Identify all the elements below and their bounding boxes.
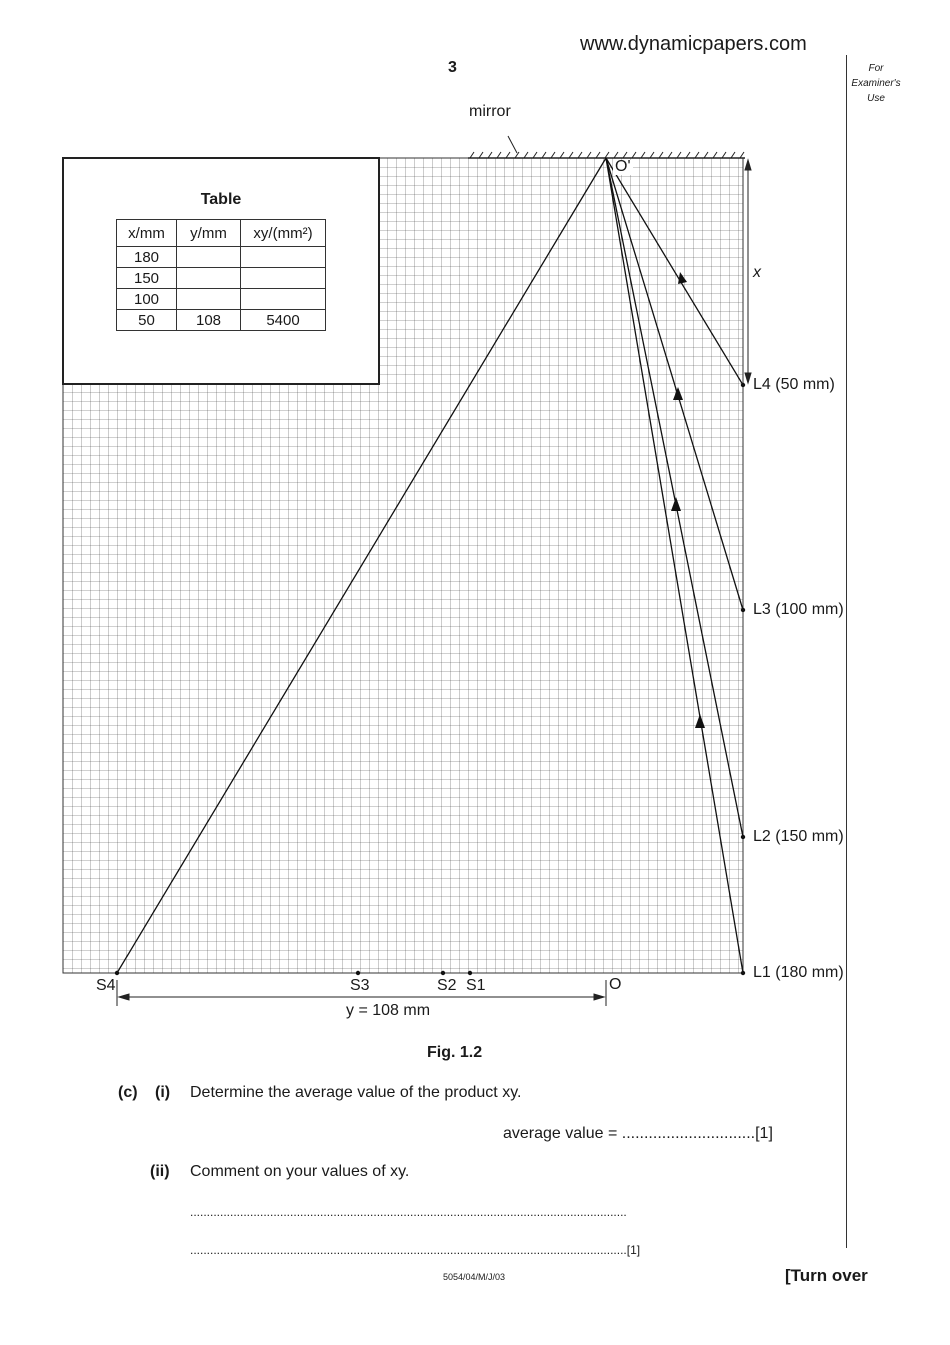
- point-s2: [441, 971, 445, 975]
- results-table-box: [62, 157, 380, 385]
- mirror-hatching: [470, 152, 744, 158]
- col-header-xy: xy/(mm²): [241, 220, 326, 247]
- website-url: www.dynamicpapers.com: [580, 33, 807, 55]
- lamp-label-l4: L4 (50 mm): [753, 376, 835, 393]
- question-i-text: Determine the average value of the product xy.: [190, 1084, 522, 1101]
- paper-code: 5054/04/M/J/03: [443, 1272, 506, 1282]
- table-row: 50 108 5400: [117, 310, 326, 331]
- x-label: x: [753, 264, 761, 281]
- col-header-y: y/mm: [177, 220, 241, 247]
- results-table: [116, 219, 326, 331]
- examiner-use-note: For Examiner's Use: [851, 63, 901, 104]
- point-label-s3: S3: [350, 977, 370, 994]
- question-ii-label: (ii): [150, 1163, 170, 1180]
- point-label-s1: S1: [466, 977, 486, 994]
- table-row: 100: [117, 289, 326, 310]
- question-i-label: (i): [155, 1084, 171, 1101]
- page-number: 3: [448, 59, 457, 76]
- mirror-label-leader: [508, 136, 517, 153]
- question-ii-text: Comment on your values of xy.: [190, 1163, 410, 1180]
- lamp-label-l2: L2 (150 mm): [753, 828, 844, 845]
- point-s1: [468, 971, 472, 975]
- point-s3: [356, 971, 360, 975]
- table-row: 150: [117, 268, 326, 289]
- y-dimension-label: y = 108 mm: [346, 1002, 431, 1019]
- table-header-row: [117, 220, 326, 247]
- lamp-label-l1: L1 (180 mm): [753, 964, 844, 981]
- point-label-s4: S4: [96, 977, 116, 994]
- answer-line-i[interactable]: average value = ..............................[1]: [503, 1125, 773, 1142]
- table-row: 180: [117, 247, 326, 268]
- origin-label: O: [609, 976, 622, 993]
- turn-over: [Turn over: [785, 1266, 868, 1285]
- answer-line-ii-1[interactable]: ...................................................................................................................................: [190, 1205, 627, 1219]
- point-l1: [741, 971, 745, 975]
- point-s4: [115, 971, 119, 975]
- mirror-label: mirror: [469, 103, 511, 120]
- question-c-label: (c): [118, 1084, 138, 1101]
- lamp-label-l3: L3 (100 mm): [753, 601, 844, 618]
- table-title: Table: [200, 191, 242, 208]
- answer-line-ii-2[interactable]: ...................................................................................................................................[1]: [190, 1243, 641, 1257]
- point-l2: [741, 835, 745, 839]
- point-l3: [741, 608, 745, 612]
- col-header-x: x/mm: [117, 220, 177, 247]
- figure-caption: Fig. 1.2: [427, 1044, 483, 1061]
- point-label-s2: S2: [437, 977, 457, 994]
- point-l4: [741, 383, 745, 387]
- image-point-label: O': [615, 158, 631, 175]
